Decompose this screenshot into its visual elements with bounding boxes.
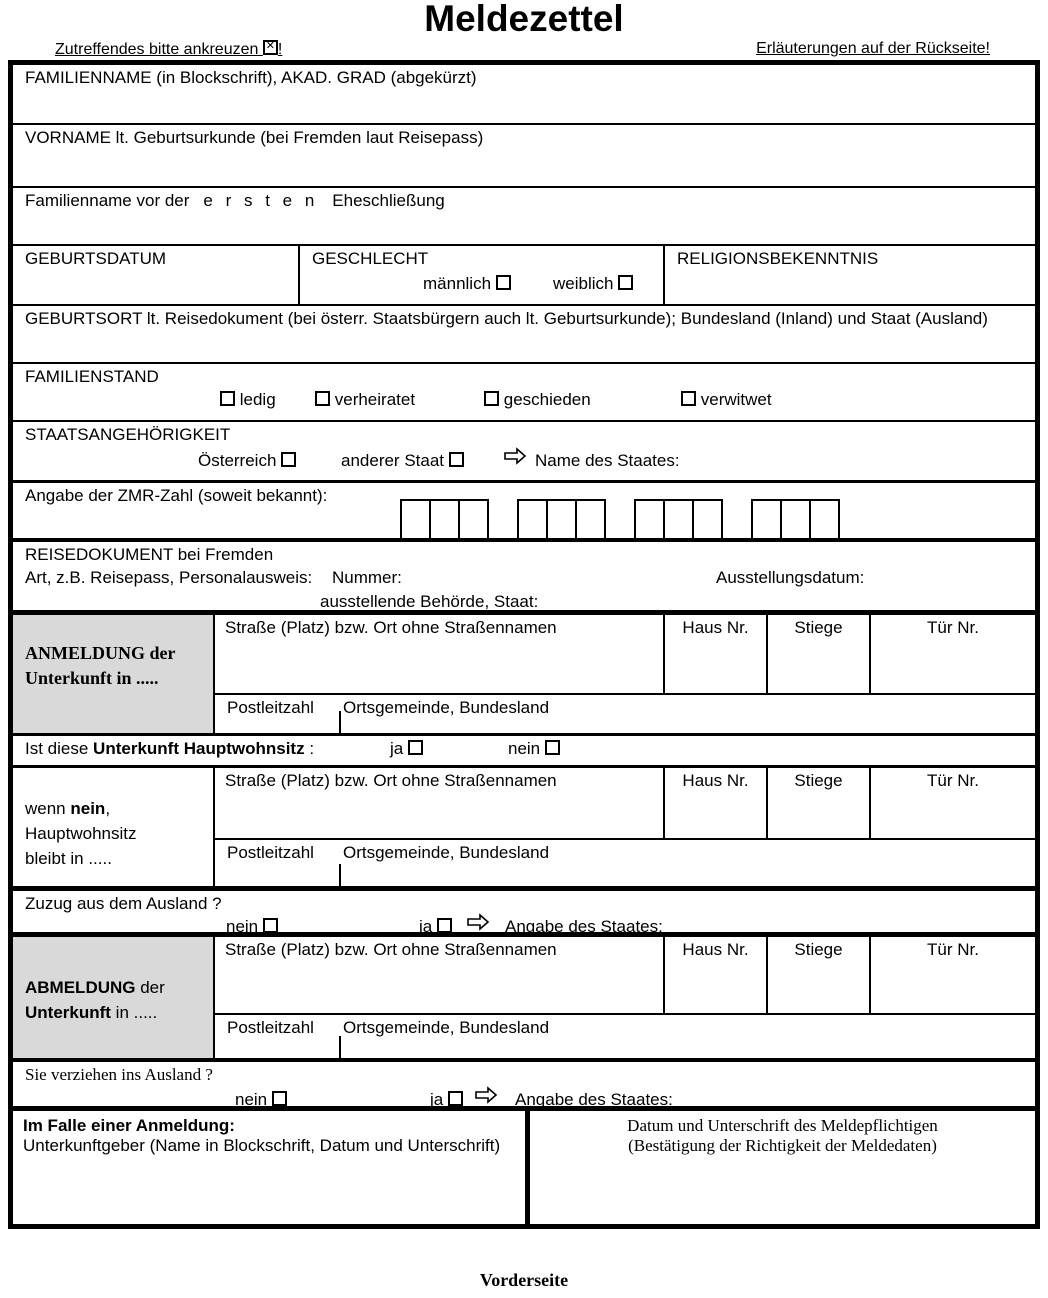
option-maennlich-label: männlich xyxy=(423,274,492,293)
wenn-nein-street-input[interactable] xyxy=(215,768,665,838)
checkbox-verziehen-ja[interactable] xyxy=(448,1091,463,1106)
field-staatsangehoerigkeit-label: STAATSANGEHÖRIGKEIT xyxy=(25,425,231,444)
checkbox-weiblich[interactable] xyxy=(618,275,633,290)
field-vorname-label: VORNAME lt. Geburtsurkunde (bei Fremden laut Reisepass) xyxy=(25,128,484,147)
hw-bold: Unterkunft Hauptwohnsitz xyxy=(93,739,305,758)
option-hw-ja xyxy=(390,739,423,759)
checkbox-anderer-staat[interactable] xyxy=(449,452,464,467)
zmr-group xyxy=(517,499,606,541)
checkbox-oesterreich[interactable] xyxy=(281,452,296,467)
abm-rest2: in ..... xyxy=(110,1003,158,1022)
bottom-right-line2: (Bestätigung der Richtigkeit der Meldedaten) xyxy=(628,1136,937,1155)
form-body xyxy=(8,60,1040,1229)
anmeldung-stiege-input[interactable] xyxy=(768,615,871,693)
zmr-cell[interactable] xyxy=(780,499,811,541)
wenn-nein-label xyxy=(13,768,215,886)
checked-checkbox-icon xyxy=(263,40,278,55)
field-familienname-label: FAMILIENNAME (in Blockschrift), AKAD. GRAD (abgekürzt) xyxy=(25,68,477,87)
field-familienstand-label: FAMILIENSTAND xyxy=(25,367,159,386)
checkbox-geschieden[interactable] xyxy=(484,391,499,406)
option-maennlich xyxy=(423,274,511,294)
field-geburtsort-label: GEBURTSORT lt. Reisedokument (bei österr. Staatsbürgern auch lt. Geburtsurkunde); Bundesland (Inland) und Staat (Ausland) xyxy=(25,309,988,328)
checkbox-verheiratet[interactable] xyxy=(315,391,330,406)
wn-suffix: , xyxy=(105,799,111,818)
plz-header: Postleitzahl xyxy=(227,1018,314,1037)
verziehen-row xyxy=(13,1058,1035,1109)
abmeldung-street-input[interactable] xyxy=(215,937,665,1013)
abmeldung-label xyxy=(13,937,215,1058)
zmr-cell[interactable] xyxy=(429,499,460,541)
stiege-header: Stiege xyxy=(794,940,843,959)
abmeldung-hausnr-input[interactable] xyxy=(665,937,768,1013)
note-ankreuzen-text: Zutreffendes bitte ankreuzen xyxy=(55,41,263,58)
zmr-boxes xyxy=(400,499,840,541)
street-header: Straße (Platz) bzw. Ort ohne Straßennamen xyxy=(225,771,557,790)
anmeldung-tuernr-input[interactable] xyxy=(871,615,1035,693)
field-geburtsdatum-label: GEBURTSDATUM xyxy=(25,249,167,268)
option-geschieden-label: geschieden xyxy=(503,390,591,409)
zuzug-staat-field[interactable]: Angabe des Staates: xyxy=(505,917,663,936)
verziehen-ja-label: ja xyxy=(430,1090,444,1109)
hw-ja-label: ja xyxy=(390,739,404,758)
prev-name-spaced: e r s t e n xyxy=(203,191,319,210)
zmr-cell[interactable] xyxy=(546,499,577,541)
field-zmr-label: Angabe der ZMR-Zahl (soweit bekannt): xyxy=(25,486,328,505)
wenn-nein-section xyxy=(13,765,1035,886)
checkbox-hw-nein[interactable] xyxy=(545,740,560,755)
abm-bold2: Unterkunft xyxy=(25,1003,111,1022)
abm-rest1: der xyxy=(135,978,165,997)
zmr-cell[interactable] xyxy=(458,499,489,541)
unterkunftgeber-box[interactable] xyxy=(13,1111,530,1224)
abmeldung-label-line2 xyxy=(25,1000,213,1025)
zmr-group xyxy=(400,499,489,541)
note-ankreuzen-suffix: ! xyxy=(277,41,283,58)
wenn-nein-line1 xyxy=(25,796,213,821)
arrow-right-icon xyxy=(466,913,490,933)
anmeldung-street-input[interactable] xyxy=(215,615,665,693)
anmeldung-label-line1: ANMELDUNG der xyxy=(25,643,176,663)
zuzug-nein-label: nein xyxy=(226,917,259,936)
page-footer: Vorderseite xyxy=(479,1270,569,1290)
abmeldung-section xyxy=(13,932,1035,1058)
wn-prefix: wenn xyxy=(25,799,71,818)
abmeldung-address xyxy=(215,937,1035,1058)
zmr-cell[interactable] xyxy=(751,499,782,541)
page-title: Meldezettel xyxy=(424,0,624,39)
ort-header: Ortsgemeinde, Bundesland xyxy=(343,843,550,862)
checkbox-verwitwet[interactable] xyxy=(681,391,696,406)
verziehen-question: Sie verziehen ins Ausland ? xyxy=(25,1065,213,1084)
anmeldung-section xyxy=(13,610,1035,733)
abmeldung-stiege-input[interactable] xyxy=(768,937,871,1013)
field-familienstand xyxy=(13,362,1035,420)
field-geburtsort[interactable] xyxy=(13,304,1035,362)
option-weiblich-label: weiblich xyxy=(553,274,614,293)
abmeldung-label-line1 xyxy=(25,975,213,1000)
unterschrift-box[interactable] xyxy=(530,1111,1035,1224)
field-reisedokument xyxy=(13,538,1035,610)
option-verheiratet xyxy=(315,390,415,410)
zuzug-row xyxy=(13,886,1035,936)
wenn-nein-line2: Hauptwohnsitz xyxy=(25,824,137,843)
field-religionsbekenntnis[interactable] xyxy=(665,246,1035,304)
bottom-left-title: Im Falle einer Anmeldung: xyxy=(23,1116,235,1135)
zmr-cell[interactable] xyxy=(809,499,840,541)
wenn-nein-address-toprow xyxy=(215,768,1035,838)
prev-name-prefix: Familienname vor der xyxy=(25,191,190,210)
checkbox-hw-ja[interactable] xyxy=(408,740,423,755)
tuernr-header: Tür Nr. xyxy=(927,618,979,637)
plz-header: Postleitzahl xyxy=(227,698,314,717)
hauptwohnsitz-question xyxy=(25,739,314,758)
wenn-nein-hausnr-input[interactable] xyxy=(665,768,768,838)
abmeldung-tuernr-input[interactable] xyxy=(871,937,1035,1013)
field-zmr-zahl xyxy=(13,480,1035,538)
ort-header: Ortsgemeinde, Bundesland xyxy=(343,1018,550,1037)
zmr-cell[interactable] xyxy=(692,499,723,541)
subheader xyxy=(0,40,1048,59)
hauptwohnsitz-question-row xyxy=(13,733,1035,765)
option-verwitwet-label: verwitwet xyxy=(700,390,772,409)
wenn-nein-plz-input[interactable] xyxy=(215,838,1035,886)
option-anderer-staat-label: anderer Staat xyxy=(341,451,445,470)
zmr-group xyxy=(751,499,840,541)
checkbox-verziehen-nein[interactable] xyxy=(272,1091,287,1106)
street-header: Straße (Platz) bzw. Ort ohne Straßennamen xyxy=(225,940,557,959)
checkbox-zuzug-nein[interactable] xyxy=(263,918,278,933)
stiege-header: Stiege xyxy=(794,771,843,790)
anmeldung-hausnr-input[interactable] xyxy=(665,615,768,693)
option-ledig-label: ledig xyxy=(239,390,276,409)
street-header: Straße (Platz) bzw. Ort ohne Straßennamen xyxy=(225,618,557,637)
field-staatsangehoerigkeit xyxy=(13,420,1035,480)
abmeldung-address-toprow xyxy=(215,937,1035,1013)
hausnr-header: Haus Nr. xyxy=(682,940,749,959)
wenn-nein-stiege-input[interactable] xyxy=(768,768,871,838)
plz-divider xyxy=(339,864,341,886)
zmr-cell[interactable] xyxy=(517,499,548,541)
option-anderer-staat xyxy=(341,451,464,471)
tuernr-header: Tür Nr. xyxy=(927,771,979,790)
wenn-nein-line3: bleibt in ..... xyxy=(25,849,112,868)
note-rueckseite: Erläuterungen auf der Rückseite! xyxy=(756,40,990,57)
option-weiblich xyxy=(553,274,633,294)
wenn-nein-address xyxy=(215,768,1035,886)
field-religionsbekenntnis-label: RELIGIONSBEKENNTNIS xyxy=(677,249,879,268)
ort-header: Ortsgemeinde, Bundesland xyxy=(343,698,550,717)
wenn-nein-tuernr-input[interactable] xyxy=(871,768,1035,838)
anmeldung-plz-input[interactable] xyxy=(215,693,1035,733)
hw-suffix: : xyxy=(304,739,315,758)
anmeldung-address xyxy=(215,615,1035,733)
bottom-left-sub: Unterkunftgeber (Name in Blockschrift, Datum und Unterschrift) xyxy=(23,1136,501,1155)
hausnr-header: Haus Nr. xyxy=(682,771,749,790)
hausnr-header: Haus Nr. xyxy=(682,618,749,637)
reisedokument-behoerde-field[interactable]: ausstellende Behörde, Staat: xyxy=(320,592,539,611)
zmr-cell[interactable] xyxy=(400,499,431,541)
plz-divider xyxy=(339,711,341,733)
field-geschlecht-label: GESCHLECHT xyxy=(312,249,429,268)
zmr-cell[interactable] xyxy=(663,499,694,541)
option-geschieden xyxy=(484,390,591,410)
checkbox-zuzug-ja[interactable] xyxy=(437,918,452,933)
option-verheiratet-label: verheiratet xyxy=(334,390,416,409)
checkbox-ledig[interactable] xyxy=(220,391,235,406)
option-hw-nein xyxy=(508,739,560,759)
hw-nein-label: nein xyxy=(508,739,541,758)
zmr-cell[interactable] xyxy=(575,499,606,541)
note-ankreuzen xyxy=(55,40,282,59)
tuernr-header: Tür Nr. xyxy=(927,940,979,959)
arrow-right-icon xyxy=(503,447,527,467)
name-des-staates-field[interactable]: Name des Staates: xyxy=(535,451,680,470)
option-verwitwet xyxy=(681,390,772,410)
field-familienname-vor-ehe[interactable] xyxy=(13,186,1035,244)
verziehen-nein-label: nein xyxy=(235,1090,268,1109)
verziehen-staat-field[interactable]: Angabe des Staates: xyxy=(515,1090,673,1109)
zmr-group xyxy=(634,499,723,541)
abmeldung-plz-input[interactable] xyxy=(215,1013,1035,1058)
field-vorname[interactable] xyxy=(13,123,1035,186)
reisedokument-nummer-field[interactable]: Nummer: xyxy=(332,568,402,587)
zuzug-ja-label: ja xyxy=(419,917,433,936)
plz-header: Postleitzahl xyxy=(227,843,314,862)
wn-bold: nein xyxy=(70,799,106,818)
anmeldung-label xyxy=(13,615,215,733)
anmeldung-label-line2: Unterkunft in ..... xyxy=(25,668,159,688)
plz-divider xyxy=(339,1036,341,1058)
option-ledig xyxy=(220,390,276,410)
field-familienname[interactable] xyxy=(13,65,1035,123)
reisedokument-art-label: Art, z.B. Reisepass, Personalausweis: xyxy=(25,568,313,587)
option-oesterreich-label: Österreich xyxy=(198,451,277,470)
reisedokument-title: REISEDOKUMENT bei Fremden xyxy=(25,545,274,564)
field-geschlecht xyxy=(300,246,665,304)
prev-name-suffix: Eheschließung xyxy=(332,191,445,210)
anmeldung-address-toprow xyxy=(215,615,1035,693)
zmr-cell[interactable] xyxy=(634,499,665,541)
zuzug-question: Zuzug aus dem Ausland ? xyxy=(25,894,222,913)
row-geburt-geschlecht-religion xyxy=(13,244,1035,304)
stiege-header: Stiege xyxy=(794,618,843,637)
bottom-section xyxy=(13,1106,1035,1224)
abm-bold1: ABMELDUNG xyxy=(25,978,136,997)
hw-prefix: Ist diese xyxy=(25,739,94,758)
arrow-right-icon xyxy=(474,1086,498,1106)
option-oesterreich xyxy=(198,451,296,471)
checkbox-maennlich[interactable] xyxy=(496,275,511,290)
reisedokument-datum-field[interactable]: Ausstellungsdatum: xyxy=(716,568,865,587)
bottom-right-line1: Datum und Unterschrift des Meldepflichtigen xyxy=(627,1116,938,1135)
field-geburtsdatum[interactable] xyxy=(13,246,300,304)
